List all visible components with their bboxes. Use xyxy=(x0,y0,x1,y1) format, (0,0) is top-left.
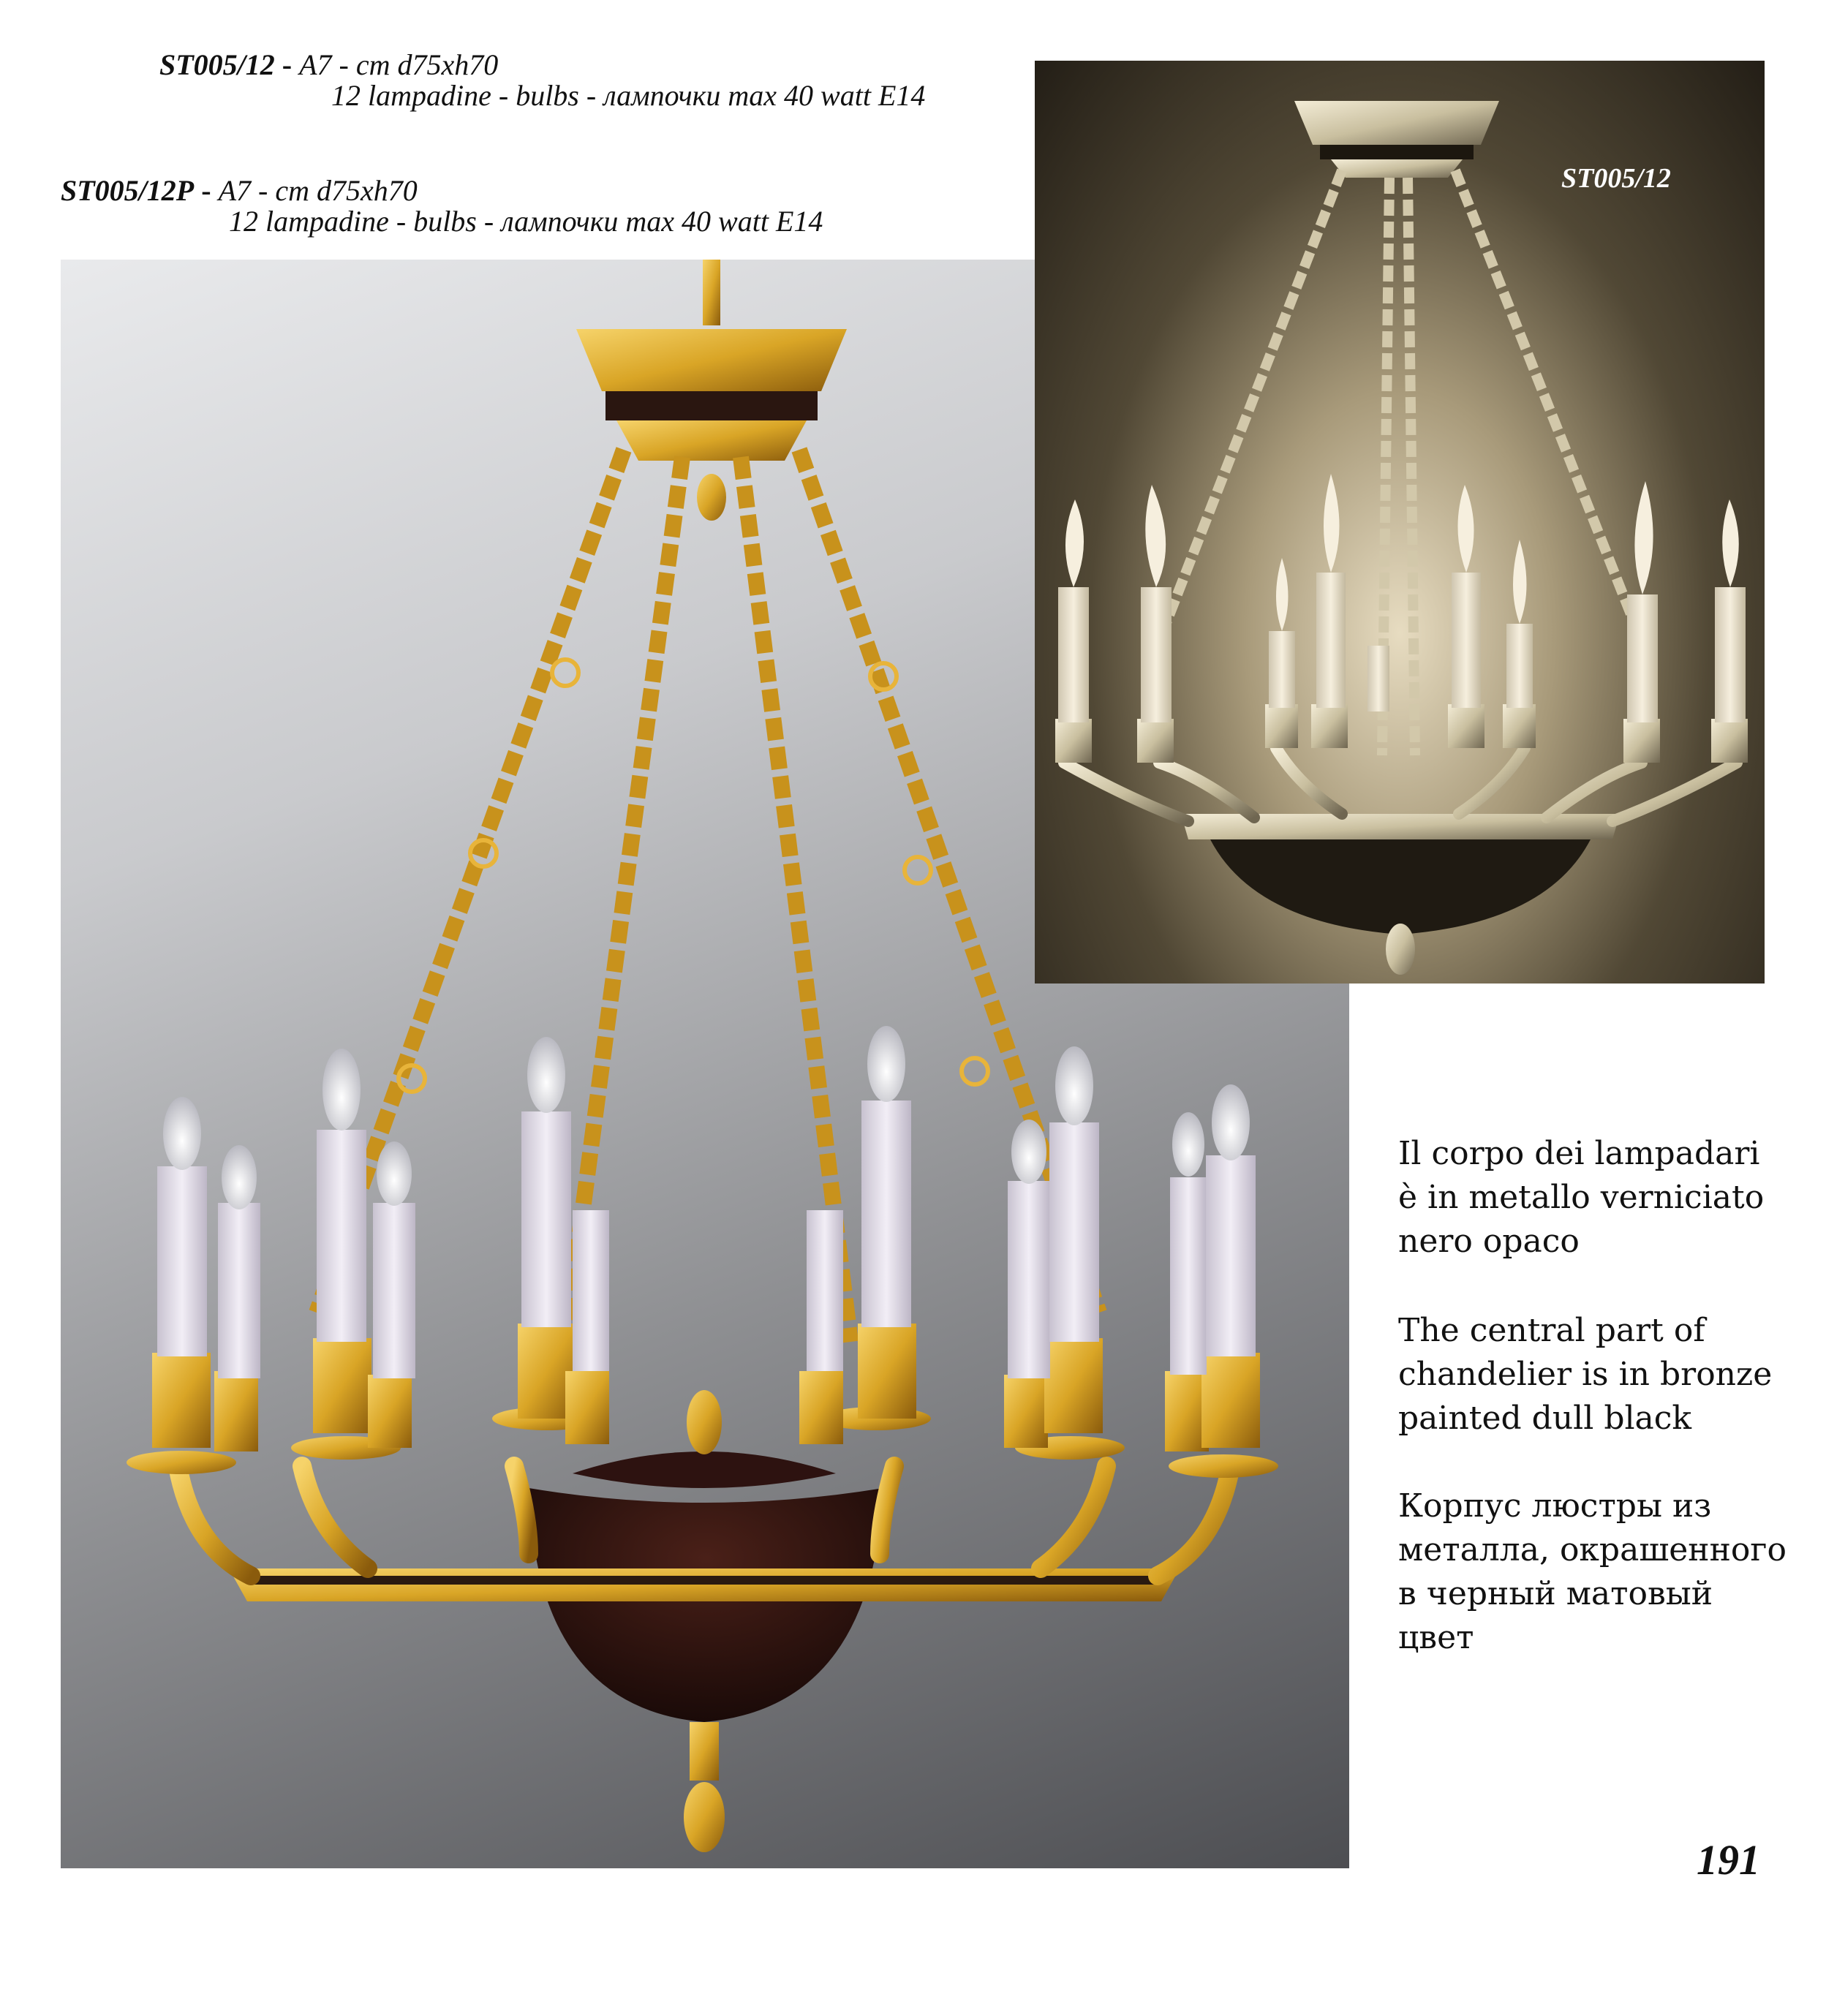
main-photo-label: ST005/12P xyxy=(273,1985,400,2015)
spec-separator: - xyxy=(194,174,219,207)
archive-photo-label: ST005/12 xyxy=(1561,163,1671,194)
description-english: The central part of chandelier is in bronze painted dull black xyxy=(1398,1312,1773,1437)
description-italian: Il corpo dei lampadari è in metallo verniciato nero opaco xyxy=(1398,1135,1765,1260)
spec-header-st005-12p xyxy=(61,175,823,237)
spec-code: ST005/12P xyxy=(61,174,195,207)
spec-code: ST005/12 xyxy=(159,48,275,81)
spec-header-st005-12 xyxy=(159,50,925,111)
spec-dimensions: A7 - cm d75xh70 xyxy=(299,48,499,81)
page-number: 191 xyxy=(1697,1836,1760,1884)
description-russian: Корпус люстры из металла, окрашенного в черный матовый цвет xyxy=(1398,1487,1787,1656)
spec-bulbs: 12 lampadine - bulbs - лампочки max 40 watt E14 xyxy=(331,79,926,112)
silver-chandelier-illustration xyxy=(1035,61,1765,984)
spec-bulbs: 12 lampadine - bulbs - лампочки max 40 watt E14 xyxy=(229,205,823,238)
spec-dimensions: A7 - cm d75xh70 xyxy=(218,174,418,207)
archive-chandelier-photo xyxy=(1035,61,1765,984)
spec-separator: - xyxy=(274,48,300,81)
